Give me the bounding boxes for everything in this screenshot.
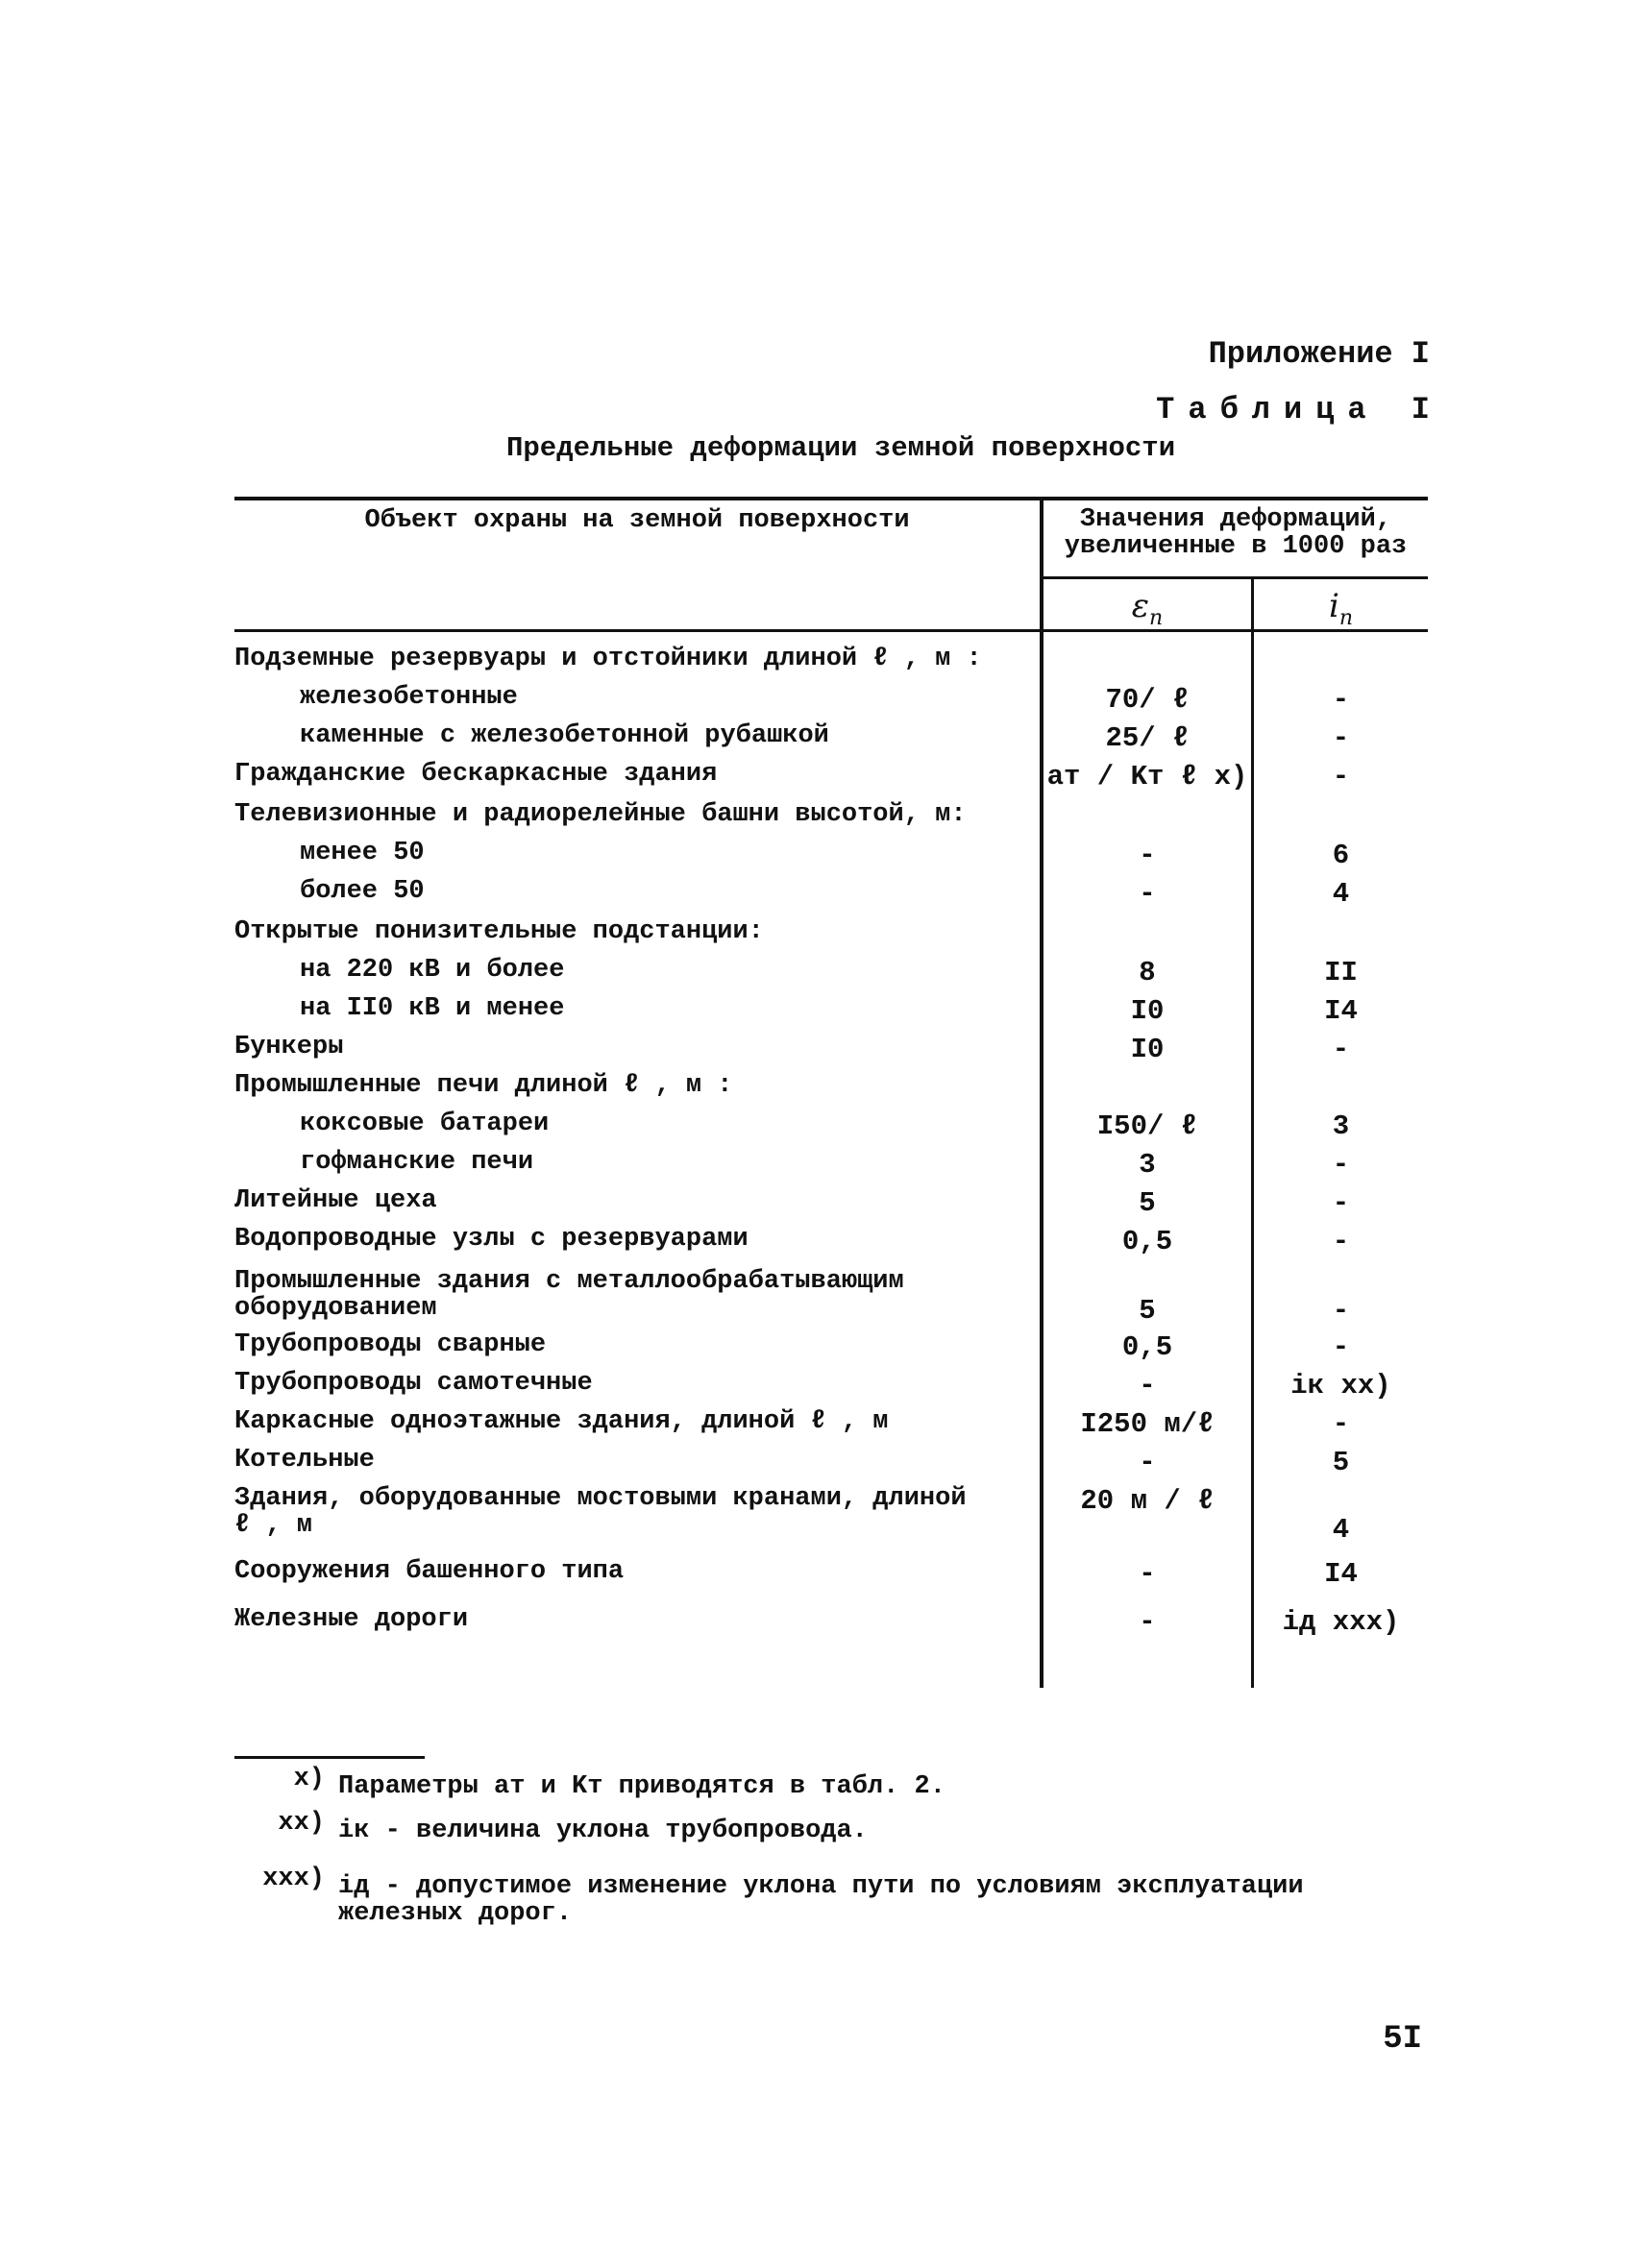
header-values-line1: Значения деформаций, bbox=[1079, 505, 1392, 534]
footnote-text: iд - допустимое изменение уклона пути по условиям эксплуатации железных дорог. bbox=[338, 1872, 1304, 1928]
footnote bbox=[293, 1765, 1428, 1801]
table-row bbox=[234, 1606, 1428, 1645]
row-i: - bbox=[1332, 1149, 1350, 1181]
table-top-rule bbox=[234, 497, 1428, 500]
row-i: - bbox=[1332, 1331, 1350, 1363]
row-i: - bbox=[1332, 722, 1350, 754]
header-eps bbox=[1043, 587, 1251, 630]
row-object: Каркасные одноэтажные здания, длиной ℓ , м bbox=[234, 1407, 889, 1436]
row-object: Открытые понизительные подстанции: bbox=[234, 917, 764, 946]
appendix-label: Приложение I bbox=[1208, 336, 1430, 372]
table-row bbox=[234, 801, 1428, 840]
row-i: I4 bbox=[1324, 995, 1358, 1027]
row-i: 5 bbox=[1332, 1447, 1350, 1478]
row-i: I4 bbox=[1324, 1558, 1358, 1590]
row-object: Промышленные здания с металлообрабатывающим оборудованием bbox=[234, 1267, 904, 1323]
page-number: 5I bbox=[1383, 2021, 1422, 2058]
table-row bbox=[234, 1408, 1428, 1447]
footnote-mark: x) bbox=[293, 1765, 325, 1793]
row-i: - bbox=[1332, 761, 1350, 793]
row-object: Телевизионные и радиорелейные башни высотой, м: bbox=[234, 800, 967, 829]
row-eps: 20 м / ℓ bbox=[1080, 1485, 1215, 1517]
row-i: 6 bbox=[1332, 840, 1350, 871]
table-row bbox=[234, 761, 1428, 799]
deformation-limits-table bbox=[234, 497, 1428, 1688]
row-i: - bbox=[1332, 1226, 1350, 1257]
row-eps: - bbox=[1139, 1447, 1156, 1478]
row-i: - bbox=[1332, 1034, 1350, 1065]
table-row bbox=[234, 918, 1428, 957]
row-object: более 50 bbox=[300, 877, 425, 906]
row-eps: 0,5 bbox=[1121, 1226, 1173, 1257]
table-row bbox=[234, 995, 1428, 1034]
table-row bbox=[234, 1447, 1428, 1485]
table-row bbox=[234, 1149, 1428, 1187]
header-values-line2: увеличенные в 1000 раз bbox=[1064, 532, 1408, 561]
table-row bbox=[234, 1187, 1428, 1226]
eps-symbol: ε bbox=[1131, 587, 1150, 625]
row-eps: - bbox=[1139, 1558, 1156, 1590]
header-object: Объект охраны на земной поверхности bbox=[364, 506, 910, 535]
row-object: Бункеры bbox=[234, 1033, 344, 1061]
footnote-text: iк - величина уклона трубопровода. bbox=[338, 1817, 868, 1845]
table-row bbox=[234, 646, 1428, 684]
row-eps: I50/ ℓ bbox=[1096, 1110, 1198, 1142]
row-i: II bbox=[1324, 957, 1358, 988]
table-row bbox=[234, 840, 1428, 878]
row-eps: - bbox=[1139, 1606, 1156, 1638]
row-object: Здания, оборудованные мостовыми кранами, длиной ℓ , м bbox=[234, 1484, 967, 1540]
row-object: коксовые батареи bbox=[300, 1110, 550, 1138]
table-row bbox=[234, 1110, 1428, 1149]
row-object: Железные дороги bbox=[234, 1605, 469, 1634]
eps-subscript: п bbox=[1149, 605, 1164, 630]
table-row bbox=[234, 1268, 1428, 1335]
footnote bbox=[278, 1809, 1428, 1845]
i-symbol: i bbox=[1328, 587, 1339, 625]
row-object: железобетонные bbox=[300, 683, 518, 712]
table-row bbox=[234, 1072, 1428, 1110]
row-i: - bbox=[1332, 1408, 1350, 1440]
row-i: iк xx) bbox=[1290, 1370, 1391, 1402]
table-row bbox=[234, 1370, 1428, 1408]
table-row bbox=[234, 1485, 1428, 1552]
row-eps: 25/ ℓ bbox=[1105, 722, 1190, 754]
row-object: Сооружения башенного типа bbox=[234, 1557, 625, 1586]
table-row bbox=[234, 684, 1428, 722]
row-i: - bbox=[1332, 1295, 1350, 1327]
row-object: Промышленные печи длиной ℓ , м : bbox=[234, 1071, 733, 1100]
row-eps: 8 bbox=[1139, 957, 1156, 988]
row-eps: I0 bbox=[1130, 995, 1165, 1027]
table-number-label: Таблица I bbox=[1156, 392, 1443, 427]
table-row bbox=[234, 1558, 1428, 1597]
footnote-mark: xx) bbox=[278, 1809, 325, 1838]
row-i: - bbox=[1332, 684, 1350, 716]
row-eps: - bbox=[1139, 1370, 1156, 1402]
row-i: iд xxx) bbox=[1282, 1606, 1400, 1638]
table-title: Предельные деформации земной поверхности bbox=[506, 432, 1176, 464]
row-i: 4 bbox=[1332, 1514, 1350, 1546]
row-i: 3 bbox=[1332, 1110, 1350, 1142]
row-eps: 5 bbox=[1139, 1295, 1156, 1327]
table-row bbox=[234, 1331, 1428, 1370]
footnote-text: Параметры aт и Kт приводятся в табл. 2. bbox=[338, 1772, 945, 1801]
row-object: Трубопроводы самотечные bbox=[234, 1369, 593, 1398]
row-object: Трубопроводы сварные bbox=[234, 1330, 547, 1359]
row-eps: 3 bbox=[1139, 1149, 1156, 1181]
row-object: Котельные bbox=[234, 1446, 375, 1475]
row-eps: aт / Kт ℓ x) bbox=[1046, 761, 1248, 793]
row-object: Водопроводные узлы с резервуарами bbox=[234, 1225, 749, 1254]
footnote-mark: xxx) bbox=[262, 1865, 325, 1893]
subheader-rule bbox=[1042, 576, 1428, 579]
row-object: гофманские печи bbox=[300, 1148, 534, 1177]
row-object: Подземные резервуары и отстойники длиной ℓ , м : bbox=[234, 645, 982, 673]
row-object: на 220 кВ и более bbox=[300, 956, 565, 985]
table-row bbox=[234, 1226, 1428, 1264]
row-object: менее 50 bbox=[300, 839, 425, 867]
table-row bbox=[234, 1034, 1428, 1072]
table-row bbox=[234, 957, 1428, 995]
row-object: на II0 кВ и менее bbox=[300, 994, 565, 1023]
row-eps: - bbox=[1139, 878, 1156, 910]
row-eps: - bbox=[1139, 840, 1156, 871]
footnote bbox=[262, 1865, 1428, 1928]
row-object: каменные с железобетонной рубашкой bbox=[300, 721, 829, 750]
row-object: Гражданские бескаркасные здания bbox=[234, 760, 718, 789]
footnote-rule bbox=[234, 1756, 425, 1759]
i-subscript: п bbox=[1338, 605, 1354, 630]
row-eps: 70/ ℓ bbox=[1105, 684, 1190, 716]
header-values bbox=[1043, 506, 1428, 560]
row-eps: I250 м/ℓ bbox=[1080, 1408, 1215, 1440]
header-i bbox=[1254, 587, 1428, 630]
table-row bbox=[234, 722, 1428, 761]
row-i: - bbox=[1332, 1187, 1350, 1219]
row-i: 4 bbox=[1332, 878, 1350, 910]
row-eps: 5 bbox=[1139, 1187, 1156, 1219]
row-eps: I0 bbox=[1130, 1034, 1165, 1065]
row-eps: 0,5 bbox=[1121, 1331, 1173, 1363]
table-row bbox=[234, 878, 1428, 916]
row-object: Литейные цеха bbox=[234, 1186, 437, 1215]
